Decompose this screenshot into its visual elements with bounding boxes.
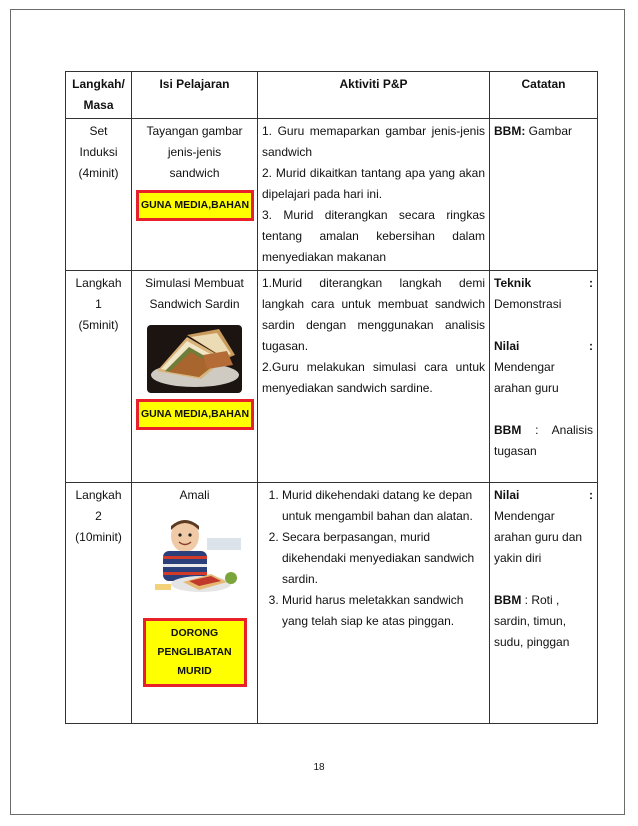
aktiviti-step: 1. Murid dikehendaki datang ke depan untuk mengambil bahan dan alatan. [282, 485, 485, 527]
aktiviti-step: 2. Murid dikaitkan tantang apa yang akan dipelajari pada hari ini. [262, 166, 485, 201]
header-langkah: Langkah/ Masa [66, 72, 132, 119]
langkah-label: Set [89, 124, 108, 138]
header-aktiviti: Aktiviti P&P [258, 72, 490, 119]
bbm-value: : Roti , sardin, timun, sudu, pinggan [494, 593, 570, 649]
isi-cell [132, 271, 258, 483]
colon: : [589, 339, 593, 353]
langkah-cell [66, 271, 132, 483]
isi-text: Simulasi Membuat Sandwich Sardin [145, 276, 244, 311]
langkah-number: 2 [95, 509, 102, 523]
aktiviti-step: 1. Guru memaparkan gambar jenis-jenis sandwich [262, 124, 485, 159]
guna-media-tag: GUNA MEDIA,BAHAN [136, 399, 254, 430]
bbm-row [494, 590, 593, 653]
bbm-value: Gambar [525, 124, 573, 138]
bbm-value: : Analisis tugasan [494, 423, 593, 458]
isi-text: Tayangan gambar jenis-jenis sandwich [146, 124, 243, 180]
lesson-plan-table [65, 71, 598, 724]
aktiviti-cell [258, 483, 490, 724]
langkah-label: Induksi [79, 145, 118, 159]
aktiviti-cell [258, 271, 490, 483]
dorong-penglibatan-tag: DORONG PENGLIBATAN MURID [143, 618, 247, 687]
teknik-row [494, 273, 593, 294]
isi-text: Amali [179, 488, 210, 502]
teknik-value: Demonstrasi [494, 297, 562, 311]
nilai-label: Nilai [494, 339, 520, 353]
bbm-label: BBM [494, 593, 522, 607]
teknik-label: Teknik [494, 276, 532, 290]
isi-cell [132, 119, 258, 271]
langkah-time: (10minit) [75, 530, 122, 544]
colon: : [589, 488, 593, 502]
catatan-cell [490, 483, 598, 724]
sandwich-image [147, 325, 242, 393]
table-row [66, 119, 598, 271]
bbm-label: BBM [494, 423, 522, 437]
aktiviti-step: 2.Guru melakukan simulasi cara untuk menyediakan sandwich sardine. [262, 360, 485, 395]
nilai-label: Nilai [494, 488, 520, 502]
aktiviti-step: 2. Secara berpasangan, murid dikehendaki menyediakan sandwich sardin. [282, 527, 485, 590]
aktiviti-cell [258, 119, 490, 271]
aktiviti-step: 3. Murid harus meletakkan sandwich yang telah siap ke atas pinggan. [282, 590, 485, 632]
colon: : [589, 276, 593, 290]
langkah-label: Langkah [75, 488, 122, 502]
nilai-row [494, 485, 593, 506]
bbm-label: BBM: [494, 124, 526, 138]
aktiviti-list [262, 485, 485, 632]
nilai-value: Mendengar arahan guru [494, 360, 559, 395]
page-number: 18 [313, 762, 325, 773]
isi-cell [132, 483, 258, 724]
aktiviti-step: 1.Murid diterangkan langkah demi langkah cara untuk membuat sandwich sardin dengan menggunakan analisis tugasan. [262, 276, 485, 353]
header-isi: Isi Pelajaran [132, 72, 258, 119]
table-header-row [66, 72, 598, 119]
langkah-time: (5minit) [78, 318, 119, 332]
catatan-cell [490, 271, 598, 483]
guna-media-tag: GUNA MEDIA,BAHAN [136, 190, 254, 221]
table-row [66, 483, 598, 724]
catatan-cell [490, 119, 598, 271]
child-making-sandwich-image [149, 518, 241, 598]
langkah-cell [66, 119, 132, 271]
table-row [66, 271, 598, 483]
langkah-label: Langkah [75, 276, 122, 290]
header-catatan: Catatan [490, 72, 598, 119]
nilai-value: Mendengar arahan guru dan yakin diri [494, 509, 583, 565]
langkah-number: 1 [95, 297, 102, 311]
langkah-time: (4minit) [78, 166, 119, 180]
bbm-row [494, 420, 593, 462]
aktiviti-step: 3. Murid diterangkan secara ringkas tentang amalan kebersihan dalam menyediakan makanan [262, 208, 485, 264]
langkah-cell [66, 483, 132, 724]
nilai-row [494, 336, 593, 357]
